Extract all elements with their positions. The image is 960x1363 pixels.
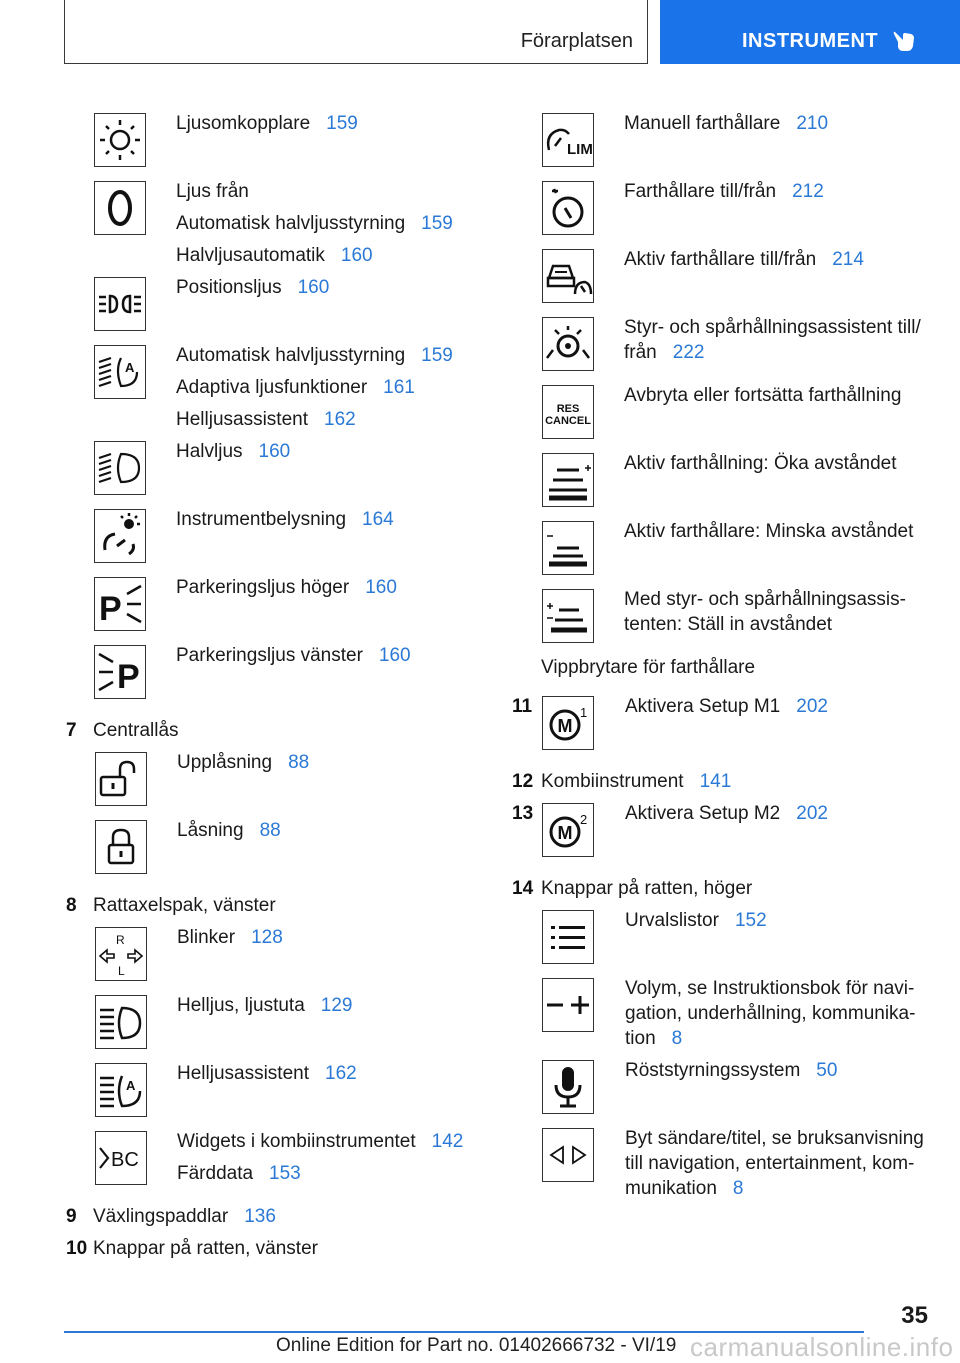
page-ref[interactable]: 212 — [792, 181, 824, 202]
page-ref[interactable]: 162 — [325, 1063, 357, 1084]
entry-text: Låsning 88 — [177, 820, 281, 841]
page-ref[interactable]: 88 — [259, 820, 281, 841]
svg-text:CANCEL: CANCEL — [545, 415, 591, 427]
item-number: 8 — [66, 895, 77, 916]
lock-icon — [95, 820, 147, 874]
page-ref[interactable]: 141 — [699, 771, 732, 792]
svg-text:A: A — [126, 1078, 136, 1093]
auto-headlight-icon — [94, 345, 146, 399]
item-number: 12 — [512, 771, 534, 792]
svg-text:M: M — [557, 823, 573, 843]
volume-icon — [542, 978, 594, 1032]
entry-text: till navigation, entertainment, kom- — [625, 1153, 915, 1174]
item-number: 13 — [512, 803, 534, 824]
page-ref[interactable]: 142 — [431, 1131, 464, 1152]
section-title: Knappar på ratten, vänster — [93, 1238, 318, 1259]
low-beam-icon — [94, 441, 146, 495]
entry-text: Aktivera Setup M2 202 — [625, 803, 828, 824]
entry-text: Halvljus 160 — [176, 441, 291, 462]
page-ref[interactable]: 222 — [672, 342, 705, 363]
svg-text:BC: BC — [111, 1149, 139, 1171]
res-cancel-icon — [542, 385, 594, 439]
entry-text: Widgets i kombiinstrumentet 142 — [177, 1131, 464, 1152]
light-switch-icon — [94, 113, 146, 167]
svg-text:1: 1 — [580, 705, 588, 720]
item-number: 7 — [66, 720, 77, 741]
page-ref[interactable]: 202 — [796, 803, 828, 824]
entry-text: tenten: Ställ in avståndet — [624, 614, 833, 635]
page-ref[interactable]: 88 — [288, 752, 310, 773]
entry-text: Avbryta eller fortsätta farthållning — [624, 385, 902, 406]
microphone-icon — [542, 1060, 594, 1114]
entry-text: Positionsljus 160 — [176, 277, 330, 298]
bc-button-icon — [95, 1131, 147, 1185]
entry-text: Blinker 128 — [177, 927, 283, 948]
page-ref[interactable]: 214 — [832, 249, 864, 270]
entry-text: Ljusomkopplare 159 — [176, 113, 358, 134]
item-number: 9 — [66, 1206, 77, 1227]
parking-light-left-icon — [94, 645, 146, 699]
light-off-icon — [94, 181, 146, 235]
section-title: Knappar på ratten, höger — [541, 878, 753, 899]
page-ref[interactable]: 160 — [378, 645, 411, 666]
entry-text: Upplåsning 88 — [177, 752, 310, 773]
svg-text:LIM: LIM — [567, 141, 593, 158]
entry-text: Volym, se Instruktionsbok för navi- — [625, 978, 915, 999]
entry-text: Ljus från — [176, 181, 249, 202]
prev-next-icon — [542, 1128, 594, 1182]
header-section: Förarplatsen — [520, 30, 633, 52]
page-ref[interactable]: 8 — [732, 1178, 744, 1199]
entry-text: Helljus, ljustuta 129 — [177, 995, 353, 1016]
page-ref[interactable]: 202 — [796, 696, 828, 717]
cruise-control-icon — [542, 181, 594, 235]
m1-button-icon — [542, 696, 594, 750]
entry-text: Parkeringsljus vänster 160 — [176, 645, 411, 666]
entry-text: Parkeringsljus höger 160 — [176, 577, 397, 598]
entry-text: Färddata 153 — [177, 1163, 301, 1184]
pointing-hand-icon — [892, 26, 916, 54]
entry-text: Aktiv farthållare till/från 214 — [624, 249, 864, 270]
entry-text: Instrumentbelysning 164 — [176, 509, 394, 530]
entry-text: Automatisk halvljusstyrning 159 — [176, 213, 453, 234]
page-ref[interactable]: 153 — [269, 1163, 301, 1184]
svg-text:L: L — [118, 964, 125, 978]
section-title: Kombiinstrument 141 — [541, 771, 732, 792]
page-ref[interactable]: 160 — [365, 577, 397, 598]
steering-lane-assist-icon — [542, 317, 594, 371]
entry-text: Aktivera Setup M1 202 — [625, 696, 828, 717]
page-ref[interactable]: 160 — [340, 245, 373, 266]
svg-text:RES: RES — [556, 403, 580, 415]
parking-light-right-icon — [94, 577, 146, 631]
entry-text: Urvalslistor 152 — [625, 910, 767, 931]
manual-speed-limiter-icon — [542, 113, 594, 167]
entry-text: Manuell farthållare 210 — [624, 113, 829, 134]
item-number: 14 — [512, 878, 534, 899]
entry-text: Farthållare till/från 212 — [624, 181, 824, 202]
entry-text: Med styr- och spårhållningsassis- — [624, 589, 906, 610]
entry-text: gation, underhållning, kommunika- — [625, 1003, 916, 1024]
header-chapter-tab — [660, 0, 960, 64]
page-ref[interactable]: 8 — [671, 1028, 683, 1049]
page-ref[interactable]: 159 — [421, 345, 453, 366]
svg-text:A: A — [125, 360, 135, 375]
high-beam-icon — [95, 995, 147, 1049]
page-ref[interactable]: 210 — [796, 113, 829, 134]
m2-button-icon — [542, 803, 594, 857]
distance-set-icon — [542, 589, 594, 643]
item-number: 11 — [512, 696, 533, 717]
section-title: Rattaxelspak, vänster — [93, 895, 276, 916]
svg-text:P: P — [117, 658, 140, 696]
entry-text: Halvljusautomatik 160 — [176, 245, 373, 266]
page-ref[interactable]: 162 — [324, 409, 356, 430]
entry-text: Byt sändare/titel, se bruksanvisning — [625, 1128, 924, 1149]
high-beam-assist-icon — [95, 1063, 147, 1117]
page-ref[interactable]: 161 — [383, 377, 415, 398]
page-ref[interactable]: 128 — [251, 927, 283, 948]
entry-text: Aktiv farthållning: Öka avståndet — [624, 453, 897, 474]
entry-text: från 222 — [624, 342, 705, 363]
header-chapter: INSTRUMENT — [742, 30, 879, 52]
page-ref[interactable]: 159 — [326, 113, 358, 134]
page-ref[interactable]: 136 — [244, 1206, 276, 1227]
turn-signal-icon — [95, 927, 147, 981]
distance-increase-icon — [542, 453, 594, 507]
instrument-lighting-icon — [94, 509, 146, 563]
distance-decrease-icon — [542, 521, 594, 575]
active-cruise-control-icon — [542, 249, 594, 303]
section-title: Växlingspaddlar 136 — [93, 1206, 276, 1227]
entry-text: Röststyrningssystem 50 — [625, 1060, 838, 1081]
header-section-box — [64, 0, 648, 64]
unlock-icon — [95, 752, 147, 806]
page-ref[interactable]: 129 — [320, 995, 353, 1016]
entry-text: Helljusassistent 162 — [177, 1063, 357, 1084]
subsection-title: Vippbrytare för farthållare — [541, 657, 756, 678]
svg-text:P: P — [99, 590, 122, 628]
entry-text: Helljusassistent 162 — [176, 409, 356, 430]
item-number: 10 — [66, 1238, 88, 1259]
entry-text: tion 8 — [625, 1028, 683, 1049]
watermark: carmanualsonline.info — [690, 1332, 954, 1362]
list-icon — [542, 910, 594, 964]
entry-text: Adaptiva ljusfunktioner 161 — [176, 377, 415, 398]
entry-text: munikation 8 — [625, 1178, 744, 1199]
page-ref[interactable]: 50 — [816, 1060, 838, 1081]
page-ref[interactable]: 160 — [297, 277, 330, 298]
page-ref[interactable]: 164 — [362, 509, 394, 530]
entry-text: Automatisk halvljusstyrning 159 — [176, 345, 453, 366]
page-ref[interactable]: 159 — [421, 213, 453, 234]
svg-text:2: 2 — [580, 812, 588, 827]
edition-note: Online Edition for Part no. 01402666732 - VI/19 — [276, 1335, 677, 1356]
position-lights-icon — [94, 277, 146, 331]
page-number: 35 — [901, 1302, 928, 1329]
svg-text:R: R — [116, 933, 125, 947]
svg-text:M: M — [557, 716, 573, 736]
section-title: Centrallås — [93, 720, 179, 741]
page-ref[interactable]: 160 — [258, 441, 291, 462]
entry-text: Styr- och spårhållningsassistent till/ — [624, 317, 921, 338]
page-ref[interactable]: 152 — [734, 910, 767, 931]
entry-text: Aktiv farthållare: Minska avståndet — [624, 521, 914, 542]
